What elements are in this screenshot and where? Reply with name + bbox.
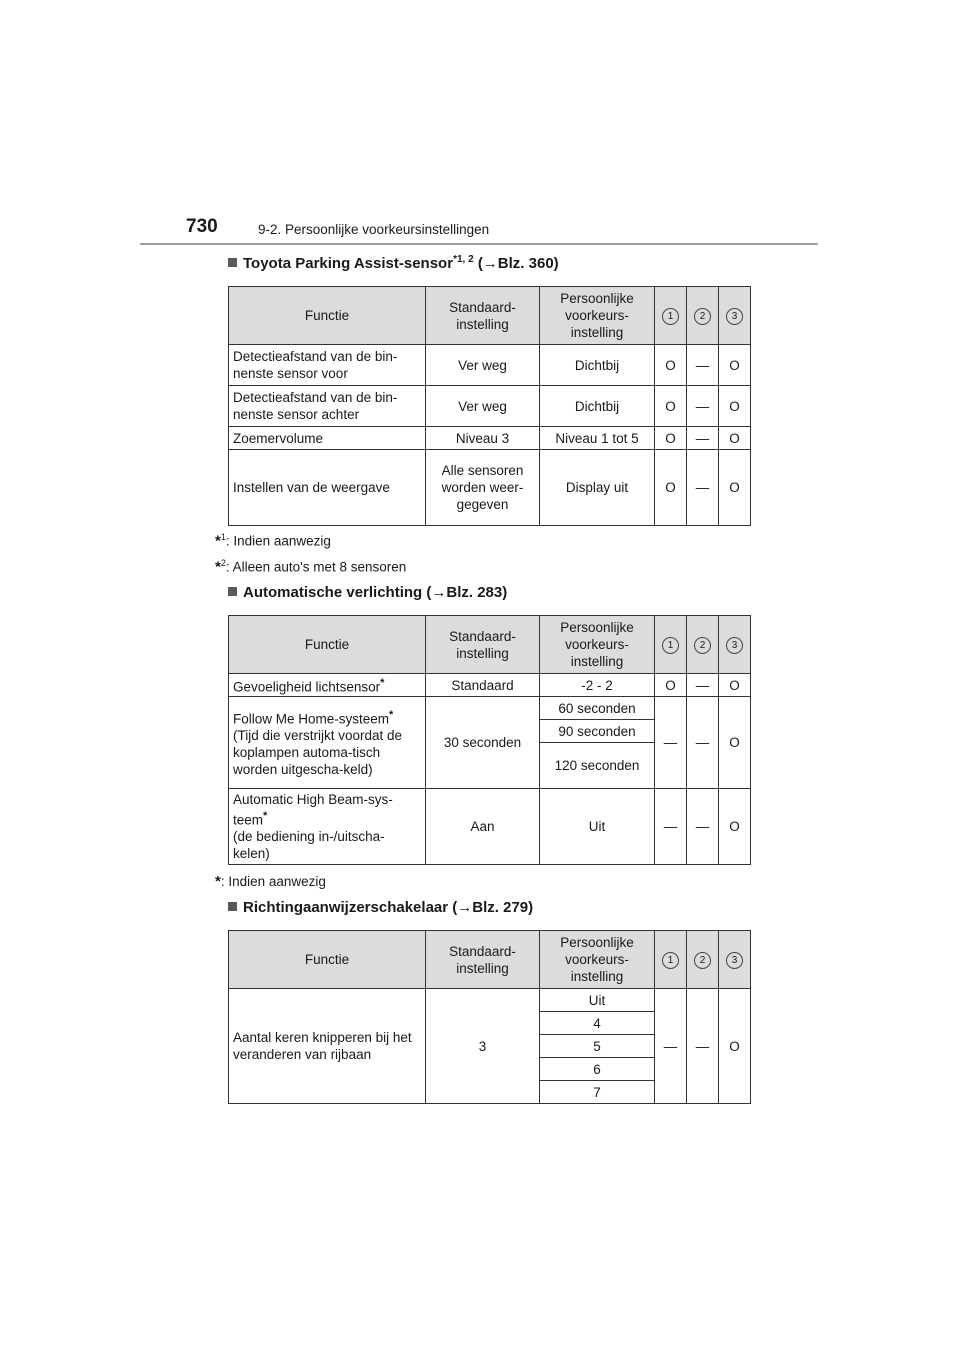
cell-c3: O — [719, 386, 751, 427]
cell-c3: O — [719, 697, 751, 789]
cell-function: Zoemervolume — [229, 427, 426, 450]
table-row — [229, 427, 751, 450]
table-header-row — [229, 287, 751, 345]
cell-custom: Dichtbij — [540, 345, 655, 386]
cell-option: 4 — [540, 1012, 655, 1035]
table-row — [229, 450, 751, 526]
cell-option: 120 seconden — [540, 743, 655, 789]
cell-custom: Dichtbij — [540, 386, 655, 427]
cell-c1: — — [655, 989, 687, 1104]
cell-c3: O — [719, 989, 751, 1104]
cell-option: 6 — [540, 1058, 655, 1081]
cell-default: 30 seconden — [426, 697, 540, 789]
table-row — [229, 989, 751, 1012]
col-header-2 — [687, 287, 719, 345]
col-header-3 — [719, 616, 751, 674]
circled-number-icon: 1 — [662, 637, 679, 654]
cell-c2: — — [687, 450, 719, 526]
cell-c1: O — [655, 674, 687, 697]
cell-c1: O — [655, 450, 687, 526]
cell-function: Detectieafstand van de bin-nenste sensor achter — [229, 386, 426, 427]
cell-c2: — — [687, 697, 719, 789]
cell-option: 7 — [540, 1081, 655, 1104]
cell-c1: O — [655, 345, 687, 386]
cell-function: Instellen van de weergave — [229, 450, 426, 526]
table-row — [229, 789, 751, 865]
cell-default: Niveau 3 — [426, 427, 540, 450]
cell-custom: Niveau 1 tot 5 — [540, 427, 655, 450]
col-header-1 — [655, 616, 687, 674]
cell-function: Gevoeligheid lichtsensor* — [229, 674, 426, 697]
table-row — [229, 386, 751, 427]
cell-option: 60 seconden — [540, 697, 655, 720]
cell-function: Follow Me Home-systeem* (Tijd die verstrijkt voordat de koplampen automa-tisch worden uitgescha-keld) — [229, 697, 426, 789]
circled-number-icon: 3 — [726, 308, 743, 325]
footnote-ref: *1, 2 — [453, 254, 474, 265]
table-row — [229, 674, 751, 697]
circled-number-icon: 1 — [662, 308, 679, 325]
cell-c2: — — [687, 386, 719, 427]
section-title: Richtingaanwijzerschakelaar — [243, 899, 449, 916]
footnote: *$^2$: Alleen auto's met 8 sensoren — [215, 558, 407, 576]
col-header-3 — [719, 931, 751, 989]
page-reference-link[interactable]: (→Blz. 360) — [477, 255, 559, 272]
bullet-square-icon — [228, 587, 237, 596]
col-header-2 — [687, 931, 719, 989]
table-header-row — [229, 931, 751, 989]
cell-default: Ver weg — [426, 386, 540, 427]
col-header-custom: Persoonlijke voorkeurs-instelling — [540, 287, 655, 345]
cell-c3: O — [719, 427, 751, 450]
cell-default: 3 — [426, 989, 540, 1104]
cell-function: Aantal keren knipperen bij het veranderen van rijbaan — [229, 989, 426, 1104]
circled-number-icon: 1 — [662, 952, 679, 969]
table-row — [229, 697, 751, 720]
cell-c3: O — [719, 345, 751, 386]
cell-c3: O — [719, 450, 751, 526]
col-header-custom: Persoonlijke voorkeurs-instelling — [540, 931, 655, 989]
circled-number-icon: 2 — [694, 952, 711, 969]
section-heading-turn-signal — [228, 899, 533, 916]
cell-function: Detectieafstand van de bin-nenste sensor voor — [229, 345, 426, 386]
circled-number-icon: 3 — [726, 952, 743, 969]
footnote: *$^1$: Indien aanwezig — [215, 532, 331, 550]
cell-option: 90 seconden — [540, 720, 655, 743]
col-header-3 — [719, 287, 751, 345]
circled-number-icon: 3 — [726, 637, 743, 654]
page-reference-link[interactable]: (→Blz. 283) — [426, 584, 508, 601]
cell-c2: — — [687, 789, 719, 865]
cell-custom: Display uit — [540, 450, 655, 526]
section-heading-parking-assist — [228, 254, 559, 272]
cell-custom: Uit — [540, 789, 655, 865]
col-header-1 — [655, 287, 687, 345]
col-header-1 — [655, 931, 687, 989]
cell-c2: — — [687, 345, 719, 386]
turn-signal-table — [228, 930, 751, 1104]
cell-default: Aan — [426, 789, 540, 865]
col-header-2 — [687, 616, 719, 674]
cell-c2: — — [687, 427, 719, 450]
col-header-function: Functie — [229, 931, 426, 989]
cell-custom: -2 - 2 — [540, 674, 655, 697]
table-header-row — [229, 616, 751, 674]
col-header-function: Functie — [229, 616, 426, 674]
section-title: Toyota Parking Assist-sensor — [243, 255, 454, 272]
page-number: 730 — [186, 216, 218, 237]
parking-assist-table — [228, 286, 751, 526]
cell-c2: — — [687, 989, 719, 1104]
col-header-function: Functie — [229, 287, 426, 345]
cell-function: Automatic High Beam-sys-teem* (de bediening in-/uitscha-kelen) — [229, 789, 426, 865]
cell-c3: O — [719, 789, 751, 865]
col-header-default: Standaard-instelling — [426, 931, 540, 989]
table-row — [229, 345, 751, 386]
circled-number-icon: 2 — [694, 637, 711, 654]
cell-default: Standaard — [426, 674, 540, 697]
cell-option: Uit — [540, 989, 655, 1012]
cell-option: 5 — [540, 1035, 655, 1058]
cell-c1: O — [655, 427, 687, 450]
col-header-default: Standaard-instelling — [426, 616, 540, 674]
cell-c3: O — [719, 674, 751, 697]
cell-default: Ver weg — [426, 345, 540, 386]
page-reference-link[interactable]: (→Blz. 279) — [452, 899, 534, 916]
col-header-default: Standaard-instelling — [426, 287, 540, 345]
section-title: Automatische verlichting — [243, 584, 423, 601]
cell-c1: — — [655, 697, 687, 789]
circled-number-icon: 2 — [694, 308, 711, 325]
chapter-title: 9-2. Persoonlijke voorkeursinstellingen — [258, 222, 490, 237]
header-rule — [140, 243, 818, 245]
col-header-custom: Persoonlijke voorkeurs-instelling — [540, 616, 655, 674]
auto-lighting-table — [228, 615, 751, 865]
bullet-square-icon — [228, 902, 237, 911]
cell-default: Alle sensoren worden weer-gegeven — [426, 450, 540, 526]
section-heading-auto-lighting — [228, 584, 507, 601]
cell-c1: — — [655, 789, 687, 865]
footnote: *: Indien aanwezig — [215, 873, 326, 890]
cell-c1: O — [655, 386, 687, 427]
cell-c2: — — [687, 674, 719, 697]
bullet-square-icon — [228, 258, 237, 267]
